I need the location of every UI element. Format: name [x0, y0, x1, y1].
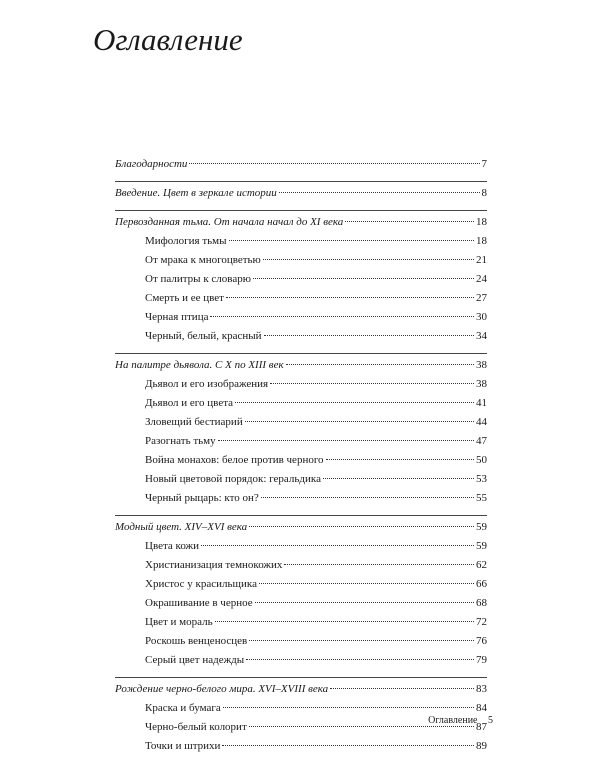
- toc-subentry[interactable]: [115, 394, 487, 413]
- toc-subentry[interactable]: [115, 737, 487, 756]
- entry-page-number: 84: [476, 702, 487, 714]
- dot-leader: [264, 335, 474, 336]
- entry-page-number: 55: [476, 492, 487, 504]
- entry-title: Христос у красильщика: [145, 578, 257, 590]
- toc-subentry[interactable]: [115, 232, 487, 251]
- entry-page-number: 76: [476, 635, 487, 647]
- toc-chapter-entry[interactable]: [115, 356, 487, 375]
- dot-leader: [279, 192, 480, 193]
- dot-leader: [235, 402, 474, 403]
- entry-title: Черно-белый колорит: [145, 721, 247, 733]
- toc-subentry[interactable]: [115, 308, 487, 327]
- toc-subentry[interactable]: [115, 575, 487, 594]
- toc-section: [115, 353, 487, 508]
- entry-page-number: 87: [476, 721, 487, 733]
- toc-subentry[interactable]: [115, 632, 487, 651]
- entry-page-number: 59: [476, 540, 487, 552]
- dot-leader: [249, 726, 474, 727]
- entry-page-number: 30: [476, 311, 487, 323]
- toc-subentry[interactable]: [115, 594, 487, 613]
- dot-leader: [226, 297, 474, 298]
- toc-section: [115, 181, 487, 203]
- toc-subentry[interactable]: [115, 327, 487, 346]
- dot-leader: [223, 707, 474, 708]
- dot-leader: [249, 640, 474, 641]
- entry-page-number: 38: [476, 378, 487, 390]
- entry-title: Цвета кожи: [145, 540, 200, 552]
- entry-page-number: 8: [481, 187, 487, 199]
- toc-subentry[interactable]: [115, 413, 487, 432]
- dot-leader: [245, 421, 474, 422]
- entry-page-number: 62: [476, 559, 487, 571]
- table-of-contents: [115, 153, 487, 763]
- dot-leader: [270, 383, 474, 384]
- dot-leader: [249, 526, 474, 527]
- dot-leader: [210, 316, 474, 317]
- toc-chapter-entry[interactable]: [115, 213, 487, 232]
- entry-page-number: 47: [476, 435, 487, 447]
- entry-title: На палитре дьявола. С X по XIII век: [115, 359, 284, 371]
- entry-page-number: 68: [476, 597, 487, 609]
- entry-title: Черная птица: [145, 311, 209, 323]
- entry-page-number: 50: [476, 454, 487, 466]
- toc-subentry[interactable]: [115, 451, 487, 470]
- entry-title: От мрака к многоцветью: [145, 254, 261, 266]
- entry-title: Черный рыцарь: кто он?: [145, 492, 259, 504]
- toc-chapter-entry[interactable]: [115, 518, 487, 537]
- entry-title: Рождение черно-белого мира. XVI–XVIII века: [115, 683, 329, 695]
- entry-title: Первозданная тьма. От начала начал до XI века: [115, 216, 344, 228]
- entry-title: Дьявол и его изображения: [145, 378, 269, 390]
- entry-page-number: 21: [476, 254, 487, 266]
- running-head: Оглавление: [428, 715, 478, 726]
- entry-page-number: 38: [476, 359, 487, 371]
- dot-leader: [263, 259, 474, 260]
- entry-page-number: 72: [476, 616, 487, 628]
- entry-title: Точки и штрихи: [145, 740, 221, 752]
- dot-leader: [229, 240, 474, 241]
- entry-title: Дьявол и его цвета: [145, 397, 234, 409]
- page-title: Оглавление: [93, 22, 243, 57]
- page-footer: [420, 715, 493, 726]
- dot-leader: [215, 621, 474, 622]
- toc-subentry[interactable]: [115, 270, 487, 289]
- dot-leader: [218, 440, 474, 441]
- dot-leader: [261, 497, 474, 498]
- entry-page-number: 66: [476, 578, 487, 590]
- toc-chapter-entry[interactable]: [115, 184, 487, 203]
- dot-leader: [259, 583, 474, 584]
- entry-page-number: 18: [476, 235, 487, 247]
- toc-subentry[interactable]: [115, 537, 487, 556]
- toc-subentry[interactable]: [115, 289, 487, 308]
- toc-section: [115, 153, 487, 174]
- toc-subentry[interactable]: [115, 470, 487, 489]
- entry-page-number: 18: [476, 216, 487, 228]
- entry-page-number: 24: [476, 273, 487, 285]
- toc-subentry[interactable]: [115, 651, 487, 670]
- toc-subentry[interactable]: [115, 556, 487, 575]
- dot-leader: [286, 364, 474, 365]
- entry-title: Цвет и мораль: [145, 616, 213, 628]
- entry-title: Смерть и ее цвет: [145, 292, 224, 304]
- toc-subentry[interactable]: [115, 613, 487, 632]
- dot-leader: [284, 564, 474, 565]
- entry-page-number: 7: [481, 158, 487, 170]
- entry-title: Новый цветовой порядок: геральдика: [145, 473, 321, 485]
- entry-title: Черный, белый, красный: [145, 330, 262, 342]
- dot-leader: [326, 459, 474, 460]
- dot-leader: [201, 545, 474, 546]
- entry-page-number: 44: [476, 416, 487, 428]
- toc-section: [115, 515, 487, 670]
- dot-leader: [330, 688, 474, 689]
- entry-page-number: 89: [476, 740, 487, 752]
- entry-title: Введение. Цвет в зеркале истории: [115, 187, 277, 199]
- toc-chapter-entry[interactable]: [115, 155, 487, 174]
- entry-title: От палитры к словарю: [145, 273, 251, 285]
- entry-title: Серый цвет надежды: [145, 654, 245, 666]
- entry-page-number: 34: [476, 330, 487, 342]
- dot-leader: [222, 745, 474, 746]
- toc-chapter-entry[interactable]: [115, 680, 487, 699]
- entry-page-number: 59: [476, 521, 487, 533]
- entry-title: Мифология тьмы: [145, 235, 227, 247]
- entry-title: Благодарности: [115, 158, 188, 170]
- entry-title: Разогнать тьму: [145, 435, 216, 447]
- entry-title: Роскошь венценосцев: [145, 635, 248, 647]
- entry-page-number: 53: [476, 473, 487, 485]
- dot-leader: [345, 221, 474, 222]
- entry-title: Зловещий бестиарий: [145, 416, 243, 428]
- entry-page-number: 79: [476, 654, 487, 666]
- entry-title: Окрашивание в черное: [145, 597, 253, 609]
- toc-subentry[interactable]: [115, 489, 487, 508]
- toc-subentry[interactable]: [115, 375, 487, 394]
- dot-leader: [255, 602, 474, 603]
- entry-page-number: 41: [476, 397, 487, 409]
- dot-leader: [253, 278, 474, 279]
- page-number: 5: [488, 715, 493, 726]
- entry-page-number: 83: [476, 683, 487, 695]
- entry-title: Христианизация темнокожих: [145, 559, 283, 571]
- entry-title: Модный цвет. XIV–XVI века: [115, 521, 248, 533]
- entry-title: Краска и бумага: [145, 702, 221, 714]
- dot-leader: [323, 478, 474, 479]
- toc-subentry[interactable]: [115, 251, 487, 270]
- dot-leader: [189, 163, 479, 164]
- dot-leader: [246, 659, 474, 660]
- toc-subentry[interactable]: [115, 432, 487, 451]
- toc-section: [115, 210, 487, 346]
- entry-page-number: 27: [476, 292, 487, 304]
- entry-title: Война монахов: белое против черного: [145, 454, 324, 466]
